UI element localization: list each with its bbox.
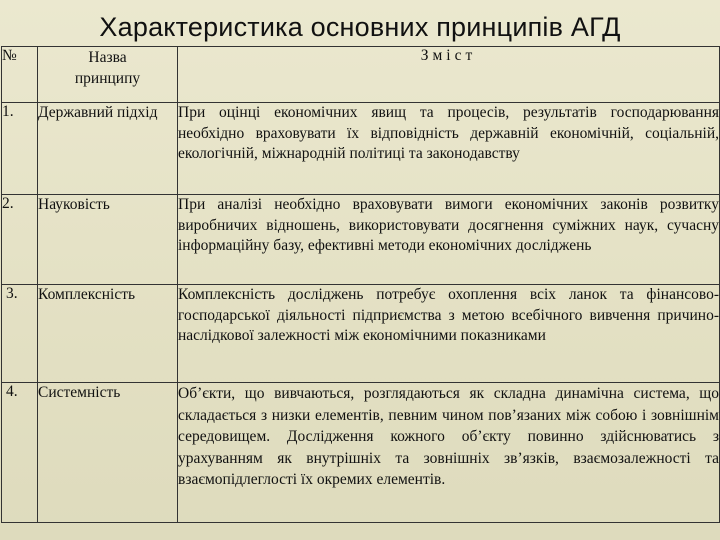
table-row <box>2 285 720 383</box>
table-row <box>2 383 720 523</box>
principle-content: Об’єкти, що вивчаються, розглядаються як складна динамічна система, що складається з низки елементів, певним чином пов’язаних між собою і зовнішнім середовищем. Дослідження кожного об’єкту повинно здійснюватись з урахуванням як внутрішніх та зовнішніх зв’язків, взаємозалежності та взаємопідлеглості їх окремих елементів. <box>178 383 720 523</box>
principle-content: При оцінці економічних явищ та процесів, результатів господарювання необхідно враховувати їх відповідність державній економічній, соціальній, екологічній, міжнародній політиці та законодавству <box>178 103 720 195</box>
row-number: 2. <box>2 195 38 285</box>
header-name-line1: Назва <box>88 49 127 66</box>
principle-content: Комплексність досліджень потребує охоплення всіх ланок та фінансово-господарської діяльності підприємства з метою всебічного вивчення причино-наслідкової залежності між економічними показниками <box>178 285 720 383</box>
principle-name: Системність <box>38 383 178 523</box>
header-name-line2: принципу <box>74 70 141 87</box>
row-number: 1. <box>2 103 38 195</box>
principle-name: Науковість <box>38 195 178 285</box>
principle-name: Комплексність <box>38 285 178 383</box>
row-number: 3. <box>2 285 38 383</box>
principle-name: Державний підхід <box>38 103 178 195</box>
table-row <box>2 195 720 285</box>
slide-title: Характеристика основних принципів АГД <box>99 12 621 42</box>
row-number: 4. <box>2 383 38 523</box>
table-header-row <box>2 47 720 103</box>
header-principle-name <box>38 47 178 103</box>
principles-table <box>1 46 720 523</box>
header-content: Зміст <box>178 47 720 103</box>
header-number: № <box>2 47 38 103</box>
table-row <box>2 103 720 195</box>
principle-content: При аналізі необхідно враховувати вимоги економічних законів розвитку виробничих відношень, використовувати досягнення суміжних наук, сучасну інформаційну базу, ефективні методи економічних досліджень <box>178 195 720 285</box>
